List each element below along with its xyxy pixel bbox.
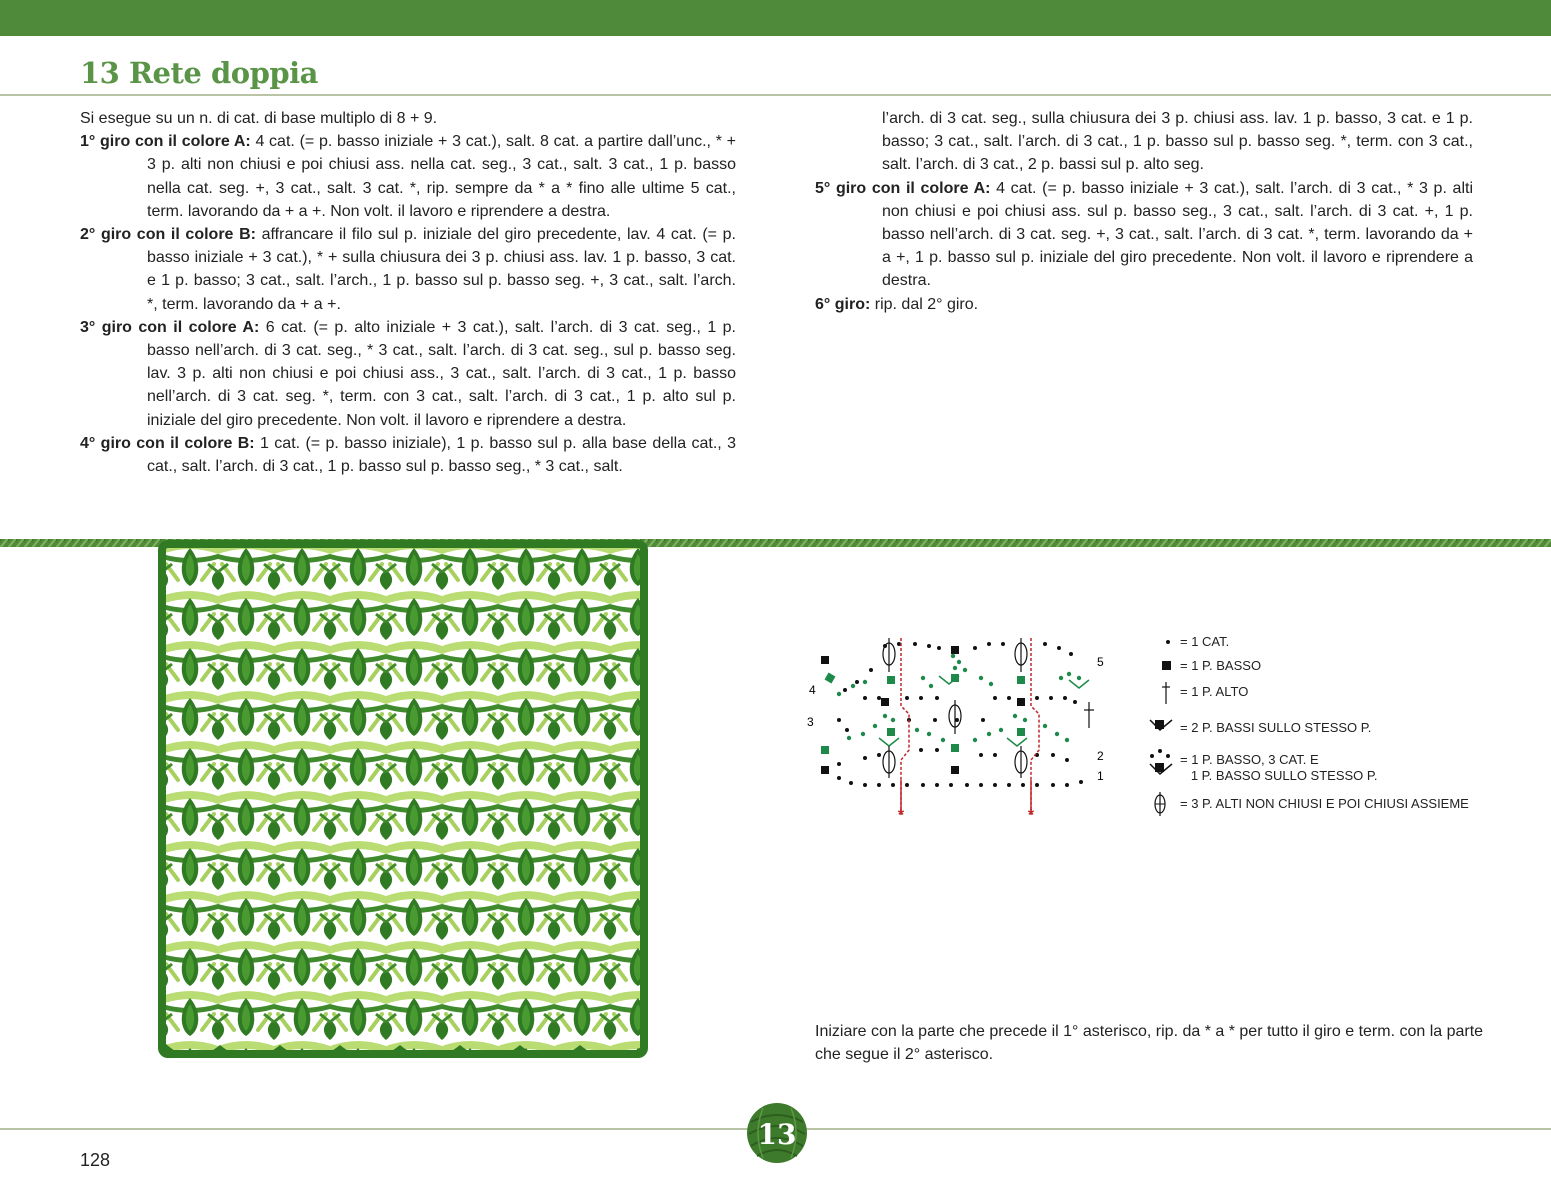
sc-ch-sc-icon	[1140, 748, 1176, 780]
row-label: 1° giro con il colore A:	[80, 133, 251, 151]
dot-icon	[1140, 630, 1176, 654]
page-title: 13 Rete doppia	[80, 56, 318, 90]
row-number-3: 3	[807, 715, 814, 729]
intro-text: Si esegue su un n. di cat. di base multiplo di 8 + 9.	[80, 110, 438, 127]
row-number-5: 5	[1097, 655, 1104, 669]
row-number-4: 4	[809, 683, 816, 697]
row-text: 4 cat. (= p. basso iniziale + 3 cat.), salt. 8 cat. a partire dall’unc., * + 3 p. alti non chiusi e poi chiusi ass. nella cat. seg., 3 cat., salt. 3 cat., 1 p. basso nella cat. seg. +, 3 cat., salt. 3 cat. *, rip. sempre da * a * fino alle ultime 5 cat., term. lavorando da + a +. Non volt. il lavoro e riprendere a destra.	[147, 133, 736, 220]
legend-label: = 3 P. ALTI NON CHIUSI E POI CHIUSI ASSIEME	[1180, 796, 1469, 811]
row-1-instruction	[80, 130, 736, 223]
cluster-icon	[1140, 792, 1176, 816]
diagram-asterisk-right: *	[1027, 807, 1035, 820]
page-number: 128	[80, 1150, 111, 1170]
legend-label: = 1 P. ALTO	[1180, 684, 1249, 699]
row-text: 1 cat. (= p. basso iniziale), 1 p. basso sul p. alla base della cat., 3 cat., salt. l’arch. di 3 cat., 1 p. basso sul p. basso seg., * 3 cat., salt.	[147, 434, 737, 476]
row-label: 6° giro:	[815, 295, 871, 313]
row-text: 6 cat. (= p. alto iniziale + 3 cat.), salt. l’arch. di 3 cat. seg., 1 p. basso nell’arch. di 3 cat. seg., * 3 cat., salt. l’arch. di 3 cat. seg., sul p. basso seg. lav. 3 p. alti non chiusi e poi chiusi ass., 3 cat., salt. l’arch. di 3 cat., 1 p. basso nell’arch. di 3 cat. seg. *, term. con 3 cat., salt. l’arch. di 3 cat., 1 p. alto sul p. iniziale del giro precedente. Non volt. il lavoro e riprendere a destra.	[147, 318, 736, 429]
legend-label: = 1 P. BASSO, 3 CAT. E 1 P. BASSO SULLO STESSO P.	[1180, 752, 1378, 783]
legend-label: = 1 P. BASSO	[1180, 658, 1262, 673]
row-number-2: 2	[1097, 749, 1104, 763]
row-3-instruction	[80, 316, 736, 432]
badge-number: 13	[757, 1118, 797, 1151]
row-5-instruction	[815, 177, 1473, 293]
instructions-left-column	[80, 107, 736, 478]
row-number-1: 1	[1097, 769, 1104, 783]
symbol-legend	[1140, 630, 1520, 820]
row-text: 4 cat. (= p. basso iniziale + 3 cat.), salt. l’arch. di 3 cat., * 3 p. alti non chiusi e poi chiusi ass. sul p. basso seg., 3 cat., salt. l’arch. di 3 cat. +, 1 p. basso nell’arch. di 3 cat. seg. +, 3 cat., salt. l’arch. di 3 cat. *, term. lavorando da + a +, 1 p. basso sul p. iniziale del giro precedente. Non volt. il lavoro e riprendere a destra.	[882, 179, 1473, 290]
yarn-ball-badge	[743, 1100, 811, 1166]
title-divider	[0, 94, 1551, 96]
swatch-photo	[150, 540, 670, 1070]
dagger-icon	[1140, 680, 1176, 704]
row-label: 2° giro con il colore B:	[80, 226, 256, 244]
square-icon	[1140, 654, 1176, 678]
row-6-instruction	[815, 293, 1473, 316]
diagram-asterisk-left: *	[897, 807, 905, 820]
row-text: affrancare il filo sul p. iniziale del giro precedente, lav. 4 cat. (= p. basso iniziale + 3 cat.), * + sulla chiusura dei 3 p. chiusi ass. lav. 1 p. basso, 3 cat. e 1 p. basso; 3 cat., salt. l’arch., 1 p. basso sul p. basso seg. +, 3 cat., salt. l’arch. *, term. lavorando da + a +.	[147, 226, 736, 313]
repeat-note: Iniziare con la parte che precede il 1° asterisco, rip. da * a * per tutto il giro e term. con la parte che segue il 2° asterisco.	[815, 1023, 1484, 1064]
row-text: rip. dal 2° giro.	[870, 295, 979, 313]
top-color-band	[0, 0, 1551, 36]
two-sc-icon	[1140, 716, 1176, 740]
instructions-right-column	[815, 107, 1473, 316]
row-2-instruction	[80, 223, 736, 316]
row-label: 5° giro con il colore A:	[815, 179, 991, 197]
row-4-instruction	[80, 432, 736, 478]
crochet-diagram	[805, 630, 1125, 820]
legend-label: = 2 P. BASSI SULLO STESSO P.	[1180, 720, 1372, 735]
row-label: 3° giro con il colore A:	[80, 318, 260, 336]
legend-label: = 1 CAT.	[1180, 634, 1230, 649]
row-label: 4° giro con il colore B:	[80, 434, 255, 452]
row-4-continued: l’arch. di 3 cat. seg., sulla chiusura dei 3 p. chiusi ass. lav. 1 p. basso, 3 cat. e 1 p. basso; 3 cat., salt. l’arch. di 3 cat., 1 p. basso sul p. basso seg. *, term. con 3 cat., salt. l’arch. di 3 cat., 2 p. bassi sul p. alto seg.	[882, 110, 1473, 174]
